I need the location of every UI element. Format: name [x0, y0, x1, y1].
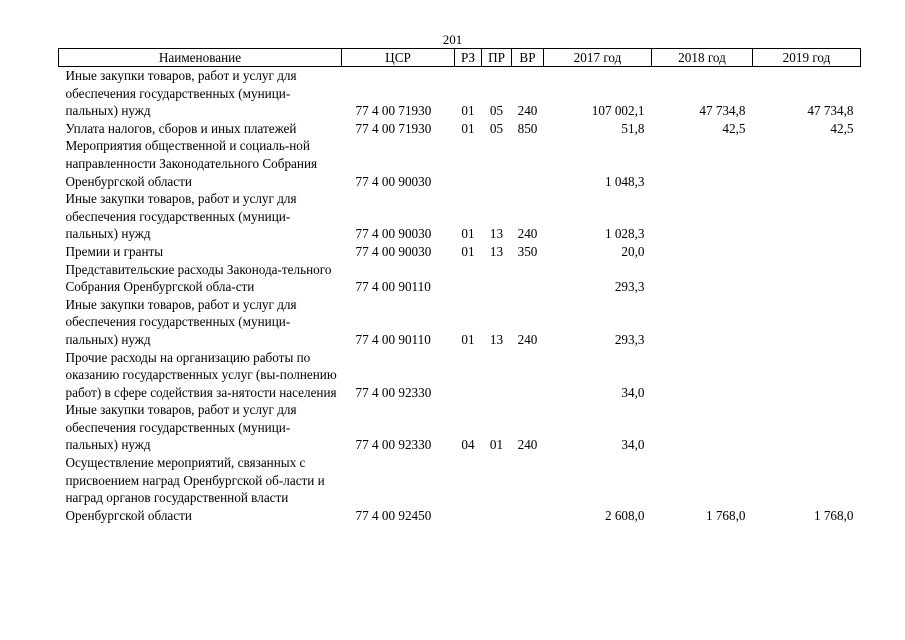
cell-rz	[455, 261, 482, 296]
cell-name: Иные закупки товаров, работ и услуг для обеспечения государственных (муници-пальных) нужд	[65, 191, 297, 242]
cell-2017: 2 608,0	[604, 507, 645, 523]
cell-2017: 1 048,3	[604, 173, 645, 189]
header-2017: 2017 год	[544, 49, 652, 67]
header-name: Наименование	[59, 49, 342, 67]
cell-pr	[482, 137, 512, 190]
header-pr: ПР	[482, 49, 512, 67]
cell-vr	[512, 137, 544, 190]
cell-rz	[455, 454, 482, 524]
cell-2018	[652, 137, 753, 190]
cell-name: Премии и гранты	[65, 243, 164, 259]
cell-2018	[652, 296, 753, 349]
cell-2017: 34,0	[621, 437, 645, 453]
cell-csr: 77 4 00 92330	[355, 437, 432, 453]
budget-table	[58, 48, 861, 524]
table-row	[59, 401, 861, 454]
header-rz: РЗ	[455, 49, 482, 67]
table-row	[59, 67, 861, 120]
cell-2017: 1 028,3	[604, 226, 645, 242]
cell-2018	[652, 349, 753, 402]
cell-name: Иные закупки товаров, работ и услуг для обеспечения государственных (муници-пальных) нужд	[65, 296, 297, 347]
cell-2019: 1 768,0	[813, 507, 854, 523]
cell-2018: 1 768,0	[705, 507, 746, 523]
cell-csr: 77 4 00 71930	[355, 120, 432, 136]
table-row	[59, 296, 861, 349]
cell-pr: 01	[489, 437, 504, 453]
cell-2018: 47 734,8	[699, 103, 746, 119]
table-row	[59, 137, 861, 190]
cell-2019: 42,5	[830, 120, 854, 136]
table-row	[59, 261, 861, 296]
cell-2017: 20,0	[621, 243, 645, 259]
cell-csr: 77 4 00 92330	[355, 384, 432, 400]
cell-csr: 77 4 00 90030	[355, 226, 432, 242]
cell-2018	[652, 261, 753, 296]
cell-name: Уплата налогов, сборов и иных платежей	[65, 120, 297, 136]
cell-rz: 01	[461, 243, 475, 259]
cell-rz	[455, 349, 482, 402]
cell-2019	[753, 190, 861, 243]
cell-name: Осуществление мероприятий, связанных с присвоением наград Оренбургской об-ласти и наград органов государственной власти Оренбургской области	[65, 455, 325, 523]
header-vr: ВР	[512, 49, 544, 67]
cell-name: Мероприятия общественной и социаль-ной направленности Законодательного Собрания Оренбургской области	[65, 138, 318, 189]
cell-name: Представительские расходы Законода-тельного Собрания Оренбургской обла-сти	[65, 261, 332, 295]
cell-2018	[652, 401, 753, 454]
cell-pr: 05	[489, 120, 504, 136]
cell-pr	[482, 454, 512, 524]
cell-2017: 293,3	[614, 279, 645, 295]
cell-2019	[753, 401, 861, 454]
cell-name: Иные закупки товаров, работ и услуг для обеспечения государственных (муници-пальных) нужд	[65, 68, 297, 119]
cell-csr: 77 4 00 92450	[355, 507, 432, 523]
cell-name: Прочие расходы на организацию работы по оказанию государственных услуг (вы-полнению работ) в сфере содействия за-нятости населения	[65, 349, 337, 400]
cell-csr: 77 4 00 90110	[355, 279, 431, 295]
cell-pr	[482, 261, 512, 296]
table-row	[59, 454, 861, 524]
cell-pr: 13	[489, 331, 504, 347]
cell-2019	[753, 261, 861, 296]
cell-vr: 240	[517, 331, 538, 347]
cell-pr: 13	[489, 226, 504, 242]
cell-rz: 01	[461, 226, 475, 242]
cell-csr: 77 4 00 71930	[355, 103, 432, 119]
cell-2017: 51,8	[621, 120, 645, 136]
cell-2018	[652, 243, 753, 261]
cell-name: Иные закупки товаров, работ и услуг для обеспечения государственных (муници-пальных) нужд	[65, 402, 297, 453]
cell-rz: 01	[461, 103, 475, 119]
cell-rz: 04	[461, 437, 475, 453]
cell-2017: 293,3	[614, 331, 645, 347]
cell-vr: 850	[517, 120, 538, 136]
cell-2017: 107 002,1	[591, 103, 645, 119]
cell-vr: 240	[517, 437, 538, 453]
cell-vr: 240	[517, 226, 538, 242]
cell-2019	[753, 296, 861, 349]
header-csr: ЦСР	[342, 49, 455, 67]
cell-vr	[512, 261, 544, 296]
cell-rz: 01	[461, 120, 475, 136]
page-number: 201	[442, 32, 463, 47]
cell-vr	[512, 349, 544, 402]
table-header-row	[59, 49, 861, 67]
cell-csr: 77 4 00 90110	[355, 331, 431, 347]
cell-2017: 34,0	[621, 384, 645, 400]
cell-pr: 05	[489, 103, 504, 119]
cell-vr: 240	[517, 103, 538, 119]
cell-rz	[455, 137, 482, 190]
cell-csr: 77 4 00 90030	[355, 173, 432, 189]
cell-2018	[652, 190, 753, 243]
header-2018: 2018 год	[652, 49, 753, 67]
table-body	[59, 67, 861, 525]
cell-csr: 77 4 00 90030	[355, 243, 432, 259]
cell-2019	[753, 349, 861, 402]
cell-rz: 01	[461, 331, 475, 347]
header-2019: 2019 год	[753, 49, 861, 67]
cell-pr: 13	[489, 243, 504, 259]
table-row	[59, 120, 861, 138]
table-row	[59, 243, 861, 261]
cell-2019: 47 734,8	[807, 103, 854, 119]
cell-2018: 42,5	[722, 120, 746, 136]
table-row	[59, 190, 861, 243]
cell-pr	[482, 349, 512, 402]
table-row	[59, 349, 861, 402]
cell-vr: 350	[517, 243, 538, 259]
cell-2019	[753, 243, 861, 261]
cell-2019	[753, 137, 861, 190]
cell-vr	[512, 454, 544, 524]
